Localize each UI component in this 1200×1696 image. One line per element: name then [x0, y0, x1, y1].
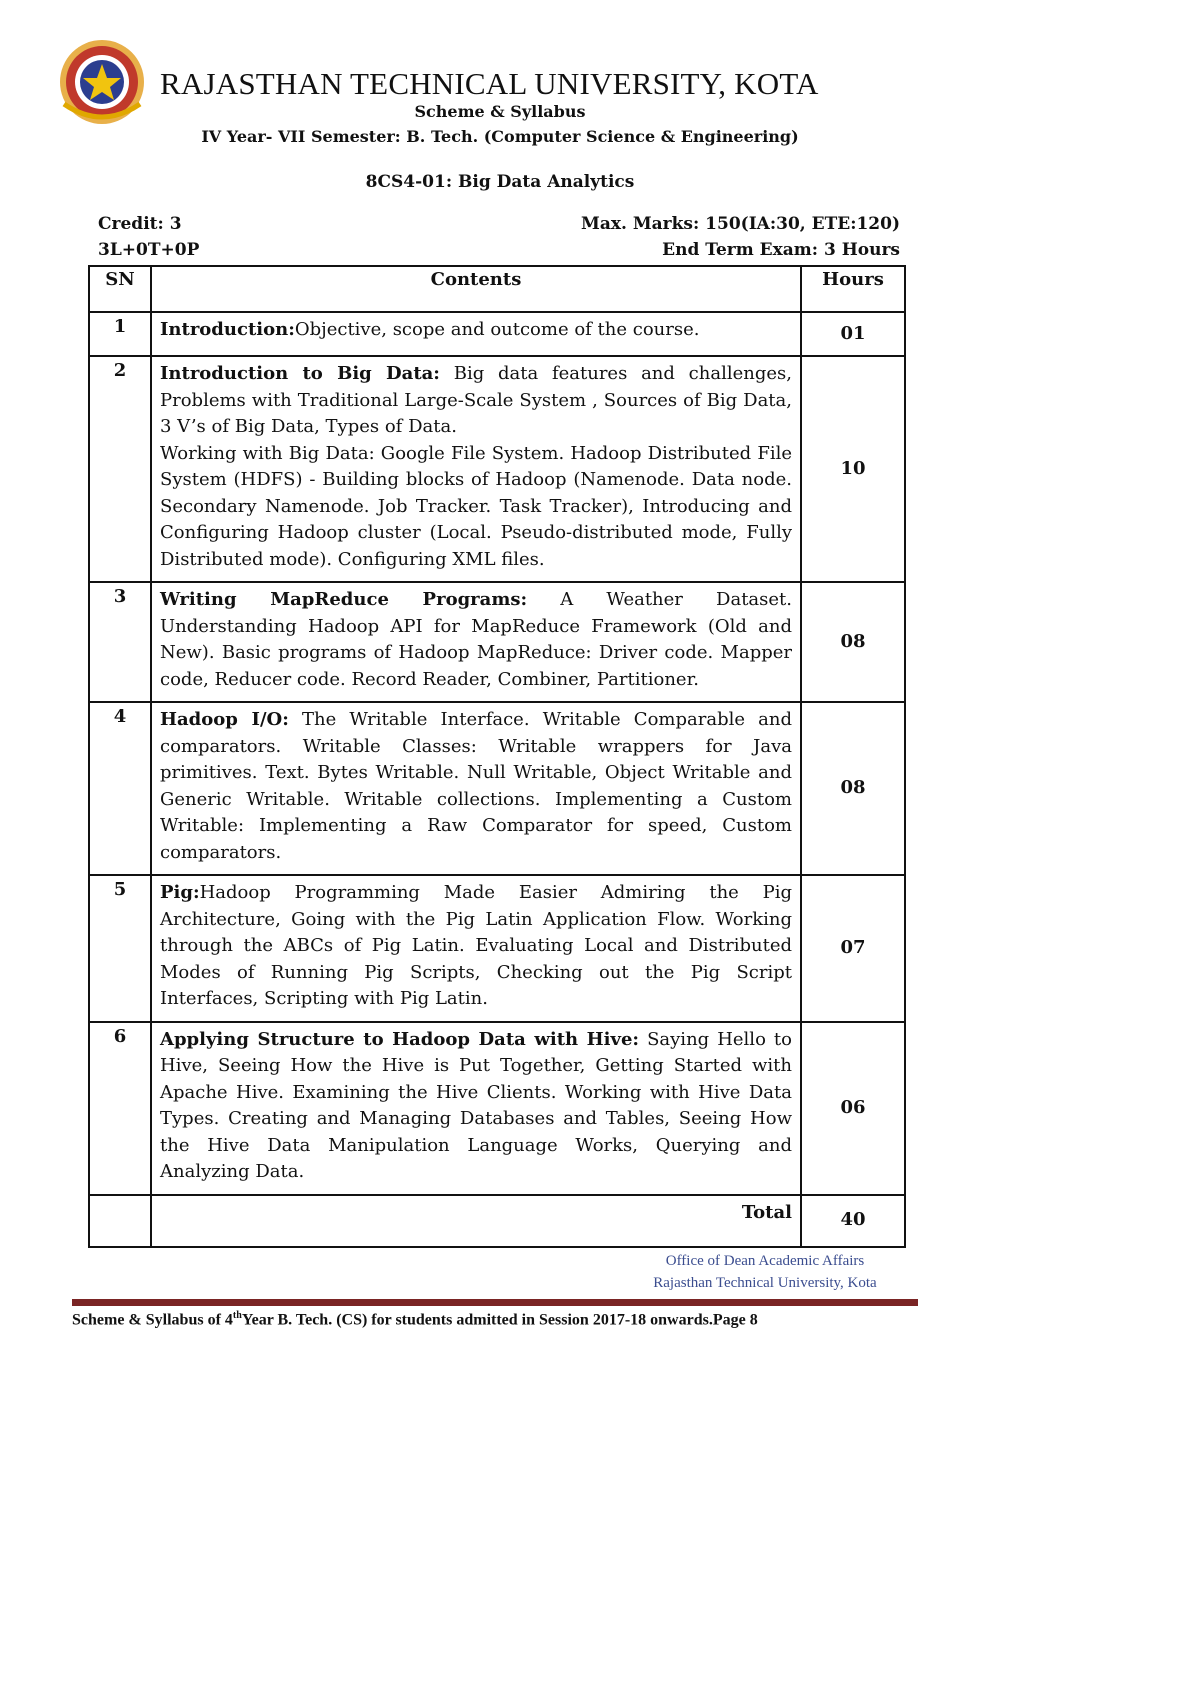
table-row — [89, 1022, 905, 1195]
footer-sup: th — [232, 1310, 242, 1321]
footer-text-pre: Scheme & Syllabus of 4 — [72, 1311, 233, 1329]
subject-title: 8CS4-01: Big Data Analytics — [365, 172, 635, 192]
row-contents — [151, 702, 801, 875]
row-body: A Weather Dataset. Understanding Hadoop API for MapReduce Framework (Old and New). Basic programs of Hadoop MapReduce: Driver code. Mapper code, Reducer code. Record Reader, Combiner, Partitioner. — [160, 589, 793, 690]
row-title: Writing MapReduce Programs: — [160, 589, 528, 610]
row-sn: 1 — [89, 312, 151, 356]
total-label: Total — [151, 1195, 801, 1247]
row-title: Introduction: — [160, 319, 295, 340]
footer-text-post: Year B. Tech. (CS) for students admitted in Session 2017-18 onwards.Page 8 — [241, 1311, 758, 1329]
row-body: Big data features and challenges, Problems with Traditional Large-Scale System , Sources of Big Data, 3 V’s of Big Data, Types of Data. — [160, 363, 792, 437]
row-sn: 5 — [89, 875, 151, 1022]
semester-heading: IV Year- VII Semester: B. Tech. (Computer Science & Engineering) — [201, 127, 799, 146]
row-contents — [151, 356, 801, 582]
row-hours: 07 — [801, 875, 905, 1022]
total-row — [89, 1195, 905, 1247]
row-hours: 01 — [801, 312, 905, 356]
row-sn: 6 — [89, 1022, 151, 1195]
table-row — [89, 356, 905, 582]
row-contents — [151, 1022, 801, 1195]
max-marks-label: Max. Marks: 150(IA:30, ETE:120) — [581, 214, 900, 234]
row-title: Hadoop I/O: — [160, 709, 289, 730]
row-title: Applying Structure to Hadoop Data with Hive: — [160, 1028, 640, 1050]
row-sn: 3 — [89, 582, 151, 702]
stamp-line-2: Rajasthan Technical University, Kota — [653, 1275, 877, 1291]
table-header-row — [89, 266, 905, 312]
sn-header: SN — [89, 266, 151, 312]
row-body: Saying Hello to Hive, Seeing How the Hive is Put Together, Getting Started with Apache Hive. Examining the Hive Clients. Working with Hive Data Types. Creating and Managing Databases and Tables, Seeing How the Hive Data Manipulation Language Works, Querying and Analyzing Data. — [160, 1028, 792, 1182]
row-body: Objective, scope and outcome of the course. — [294, 319, 700, 340]
dean-office-stamp — [640, 1250, 890, 1294]
table-row — [89, 702, 905, 875]
hours-header: Hours — [801, 266, 905, 312]
row-body-continued: Working with Big Data: Google File System. Hadoop Distributed File System (HDFS) - Building blocks of Hadoop (Namenode. Data node. Secondary Namenode. Job Tracker. Task Tracker), Introducing and Configuring Hadoop cluster (Local. Pseudo-distributed mode, Fully Distributed mode). Configuring XML files. — [160, 442, 792, 570]
scheme-heading: Scheme & Syllabus — [414, 102, 586, 121]
page-footer — [72, 1310, 758, 1329]
table-row — [89, 875, 905, 1022]
row-hours: 08 — [801, 702, 905, 875]
row-body: Hadoop Programming Made Easier Admiring the Pig Architecture, Going with the Pig Latin Application Flow. Working through the ABCs of Pig Latin. Evaluating Local and Distributed Modes of Running Pig Scripts, Checking out the Pig Script Interfaces, Scripting with Pig Latin. — [160, 882, 792, 1009]
university-name: RAJASTHAN TECHNICAL UNIVERSITY, KOTA — [160, 66, 819, 101]
row-body: The Writable Interface. Writable Comparable and comparators. Writable Classes: Writable wrappers for Java primitives. Text. Bytes Writable. Null Writable, Object Writable and Generic Writable. Writable collections. Implementing a Custom Writable: Implementing a Raw Comparator for speed, Custom comparators. — [160, 709, 792, 863]
row-hours: 08 — [801, 582, 905, 702]
row-contents — [151, 875, 801, 1022]
row-contents — [151, 582, 801, 702]
row-sn: 4 — [89, 702, 151, 875]
total-hours: 40 — [801, 1195, 905, 1247]
credit-label: Credit: 3 — [98, 214, 182, 234]
contents-header: Contents — [151, 266, 801, 312]
row-hours: 06 — [801, 1022, 905, 1195]
table-row — [89, 582, 905, 702]
ltp-label: 3L+0T+0P — [98, 240, 200, 260]
row-hours: 10 — [801, 356, 905, 582]
stamp-line-1: Office of Dean Academic Affairs — [665, 1253, 865, 1269]
footer-divider — [72, 1299, 918, 1306]
total-sn-empty — [89, 1195, 151, 1247]
row-sn: 2 — [89, 356, 151, 582]
exam-duration-label: End Term Exam: 3 Hours — [662, 240, 900, 260]
table-row — [89, 312, 905, 356]
syllabus-table — [88, 265, 906, 1248]
row-title: Introduction to Big Data: — [160, 363, 440, 384]
row-contents — [151, 312, 801, 356]
row-title: Pig: — [160, 882, 200, 903]
